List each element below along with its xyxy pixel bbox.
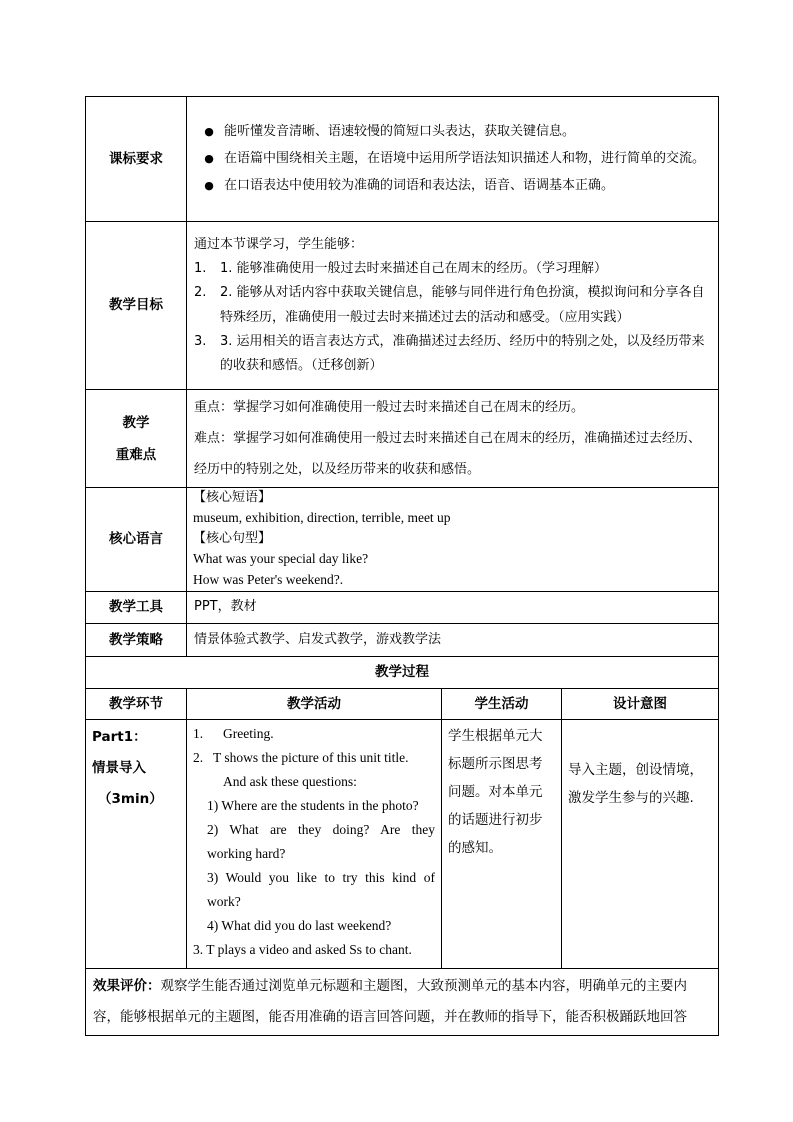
part1-design-intent: 导入主题，创设情境，激发学生参与的兴趣. xyxy=(562,720,719,969)
process-title: 教学过程 xyxy=(86,657,719,689)
curriculum-content xyxy=(187,97,719,222)
part1-row xyxy=(86,720,719,969)
evaluation-text: 观察学生能否通过浏览单元标题和主题图，大致预测单元的基本内容，明确单元的主要内容，能够根据单元的主题图，能否用准确的语言回答问题，并在教师的指导下，能否积极踊跃地回答 xyxy=(93,978,687,1025)
core-language-label: 核心语言 xyxy=(86,488,187,592)
tools-value: PPT，教材 xyxy=(187,592,719,624)
difficult-point-text: 难点：掌握学习如何准确使用一般过去时来描述自己在周末的经历，准确描述过去经历、经历中的特别之处，以及经历带来的收获和感悟。 xyxy=(194,431,702,477)
curriculum-row xyxy=(86,97,719,222)
key-points-row xyxy=(86,390,719,488)
question-item: 1) Where are the students in the photo? xyxy=(207,798,419,813)
tools-label: 教学工具 xyxy=(86,592,187,624)
curriculum-item: ● 在语篇中围绕相关主题，在语境中运用所学语法知识描述人和物，进行简单的交流。 xyxy=(194,147,711,171)
curriculum-item: ● 在口语表达中使用较为准确的词语和表达法，语音、语调基本正确。 xyxy=(194,174,711,198)
lesson-plan-page xyxy=(85,96,718,1036)
objective-item: 2. 2. 能够从对话内容中获取关键信息，能够与同伴进行角色扮演，模拟询问和分享各自特殊经历，准确使用一般过去时来描述过去的活动和感受。（应用实践） xyxy=(194,285,705,325)
evaluation-row xyxy=(86,969,719,1036)
core-language-row xyxy=(86,488,719,592)
strategy-value: 情景体验式教学、启发式教学，游戏教学法 xyxy=(187,624,719,657)
key-points-label: 教学 重难点 xyxy=(86,390,187,488)
evaluation-content xyxy=(86,969,719,1036)
objective-item: 1. 1. 能够准确使用一般过去时来描述自己在周末的经历。（学习理解） xyxy=(194,261,608,277)
part1-stage: Part1： 情景导入 （3min） xyxy=(86,720,187,969)
activity-item: 3. T plays a video and asked Ss to chant. xyxy=(193,942,412,957)
objective-item: 3. 3. 运用相关的语言表达方式，准确描述过去经历、经历中的特别之处，以及经历带来的收获和感悟。（迁移创新） xyxy=(194,333,705,373)
strategy-label: 教学策略 xyxy=(86,624,187,657)
header-design-intent: 设计意图 xyxy=(562,689,719,720)
core-sentence: What was your special day like? xyxy=(193,551,369,567)
objectives-intro: 通过本节课学习，学生能够： xyxy=(194,237,364,253)
sentence-title: 【核心句型】 xyxy=(193,531,272,547)
core-phrases: museum, exhibition, direction, terrible, meet up xyxy=(193,510,451,526)
key-point-text: 重点：掌握学习如何准确使用一般过去时来描述自己在周末的经历。 xyxy=(194,400,585,415)
core-sentence: How was Peter's weekend?. xyxy=(193,571,344,587)
tools-row xyxy=(86,592,719,624)
activity-subtext: And ask these questions: xyxy=(223,774,357,789)
curriculum-label: 课标要求 xyxy=(86,97,187,222)
activity-item: 2. T shows the picture of this unit title. xyxy=(193,750,409,765)
objectives-content xyxy=(187,222,719,390)
curriculum-item: ● 能听懂发音清晰、语速较慢的简短口头表达，获取关键信息。 xyxy=(194,120,711,144)
bullet-icon: ● xyxy=(204,179,214,193)
activity-item: 1. Greeting. xyxy=(193,726,274,741)
question-item: 4) What did you do last weekend? xyxy=(207,918,392,933)
key-points-content xyxy=(187,390,719,488)
objectives-label: 教学目标 xyxy=(86,222,187,390)
evaluation-label: 效果评价： xyxy=(93,978,161,994)
question-item: 3) Would you like to try this kind of work? xyxy=(207,870,435,909)
part1-student-activity: 学生根据单元大标题所示图思考问题。对本单元的话题进行初步的感知。 xyxy=(442,720,562,969)
process-header-row xyxy=(86,689,719,720)
header-stage: 教学环节 xyxy=(86,689,187,720)
header-student-activity: 学生活动 xyxy=(442,689,562,720)
lesson-plan-table xyxy=(85,96,719,1036)
bullet-icon: ● xyxy=(204,151,214,165)
process-title-row xyxy=(86,657,719,689)
objectives-row xyxy=(86,222,719,390)
part1-teacher-activity xyxy=(187,720,442,969)
strategy-row xyxy=(86,624,719,657)
core-language-content xyxy=(187,488,719,592)
header-teacher-activity: 教学活动 xyxy=(187,689,442,720)
bullet-icon: ● xyxy=(204,124,214,138)
phrase-title: 【核心短语】 xyxy=(193,490,272,506)
question-item: 2) What are they doing? Are they working hard? xyxy=(207,822,435,861)
